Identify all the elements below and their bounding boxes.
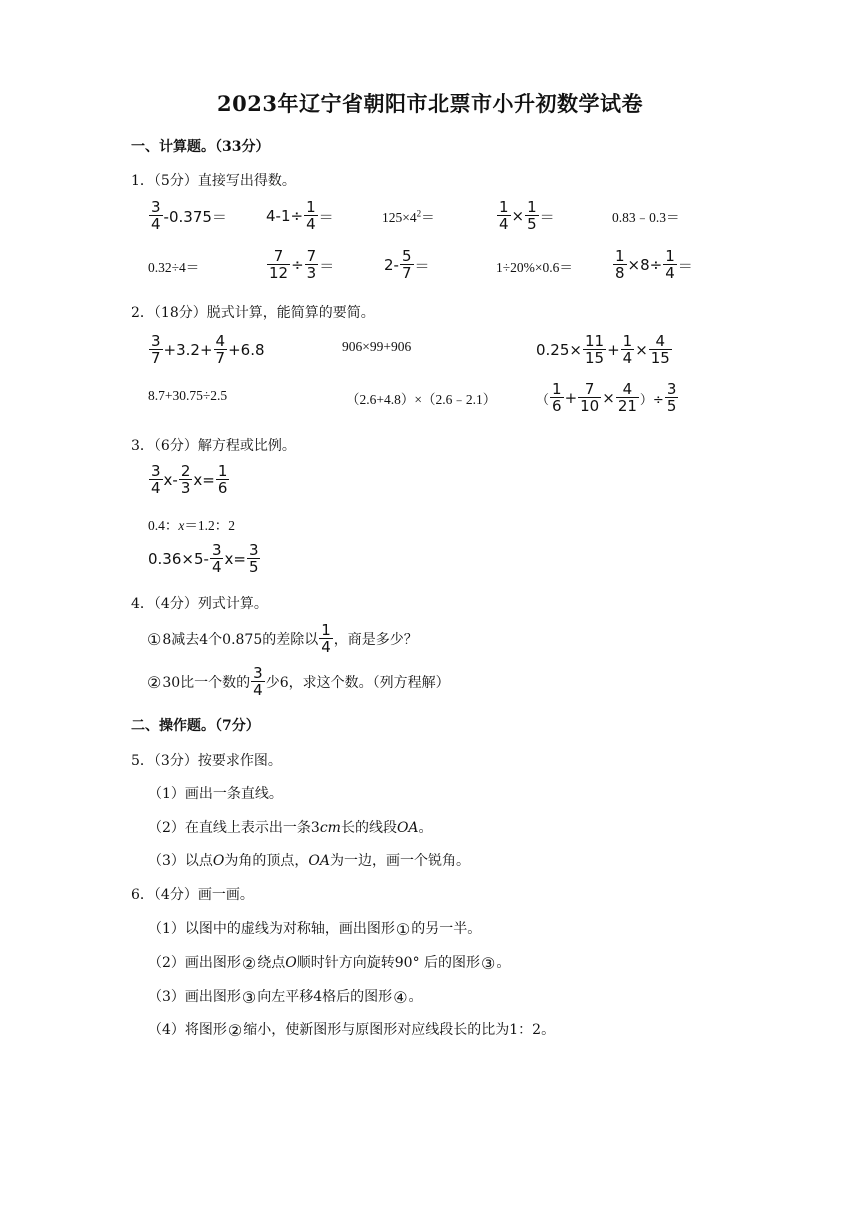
q2-item-5: （2.6+4.8）×（2.6﹣2.1） [346, 392, 497, 407]
q1-item-7 [266, 249, 334, 281]
expr-text: ＝ [414, 256, 430, 275]
question-6-heading: 6．（4分）画一画。 [131, 887, 254, 903]
denominator: 4 [253, 681, 263, 699]
denominator: 5 [248, 558, 259, 576]
denominator: 21 [617, 397, 637, 415]
numerator: 3 [253, 664, 263, 682]
numerator: 5 [401, 247, 412, 265]
numerator: 4 [215, 332, 226, 350]
expr-text: x= [224, 550, 246, 568]
expr-text: +6.8 [228, 341, 265, 359]
expr-text: 0.4： [148, 518, 179, 533]
numerator: 3 [151, 198, 161, 216]
line-text: （3）以点 [148, 853, 213, 869]
numerator: 1 [321, 621, 331, 639]
item-text: 8减去4个0.875的差除以 [162, 632, 319, 648]
numerator: 1 [527, 198, 537, 216]
denominator: 4 [665, 264, 675, 282]
denominator: 4 [211, 558, 222, 576]
line-text: （4）将图形 [148, 1022, 227, 1038]
expr-text: 2- [384, 256, 399, 274]
denominator: 4 [622, 349, 633, 367]
numerator: 1 [622, 332, 633, 350]
expr-text: ＝ [319, 256, 335, 275]
line-text: （2）在直线上表示出一条3 [148, 820, 320, 836]
expr-text: x= [193, 471, 215, 489]
q4-item-1 [146, 623, 418, 655]
section-heading-calculation: 一、计算题。（33分） [131, 139, 270, 155]
q1-item-6: 0.32÷4＝ [148, 260, 200, 275]
expr-text: 125×4 [382, 210, 417, 225]
denominator: 5 [666, 397, 677, 415]
circled-number: ② [227, 1020, 243, 1040]
denominator: 3 [180, 479, 191, 497]
circled-number: ③ [481, 953, 496, 973]
expr-text: ＝ [539, 207, 555, 226]
line-text: 。 [496, 955, 511, 971]
circled-number: ③ [241, 987, 257, 1007]
operator: + [607, 341, 620, 359]
segment-oa: OA [396, 820, 419, 836]
line-text: 向左平移4格后的图形 [257, 989, 393, 1005]
q1-item-1 [148, 200, 227, 232]
denominator: 12 [269, 264, 289, 282]
denominator: 3 [306, 264, 317, 282]
denominator: 7 [401, 264, 412, 282]
page-title: 2023年辽宁省朝阳市北票市小升初数学试卷 [217, 91, 643, 116]
denominator: 5 [527, 215, 537, 233]
bracket: （ [536, 392, 550, 408]
denominator: 15 [584, 349, 605, 367]
numerator: 1 [499, 198, 509, 216]
question-2-heading: 2．（18分）脱式计算，能简算的要简。 [131, 305, 375, 321]
line-text: （3）画出图形 [148, 989, 241, 1005]
operator: × [635, 341, 648, 359]
denominator: 4 [306, 215, 316, 233]
q2-item-4: 8.7+30.75÷2.5 [148, 388, 228, 403]
question-5-heading: 5．（3分）按要求作图。 [131, 753, 282, 769]
expr-text: ＝1.2：2 [184, 518, 235, 533]
numerator: 4 [622, 380, 633, 398]
q3-equation-2 [148, 514, 235, 534]
q1-item-2 [266, 200, 334, 232]
operator: × [511, 207, 525, 225]
q2-item-2: 906×99+906 [342, 339, 412, 354]
circled-number: ① [147, 629, 162, 649]
q6-line-3 [148, 986, 423, 1006]
expr-text: +3.2+ [163, 341, 213, 359]
numerator: 1 [217, 462, 228, 480]
expr-text: -0.375＝ [163, 207, 227, 226]
question-3-heading: 3．（6分）解方程或比例。 [131, 438, 296, 454]
circled-number: ④ [393, 987, 408, 1007]
line-text: 绕点 [257, 955, 286, 971]
point-o: O [285, 955, 297, 971]
item-text: ，商是多少？ [333, 632, 418, 648]
section-heading-operation: 二、操作题。（7分） [131, 718, 260, 734]
q6-line-1 [148, 918, 481, 938]
denominator: 10 [580, 397, 600, 415]
q1-item-8 [384, 249, 430, 281]
numerator: 7 [584, 380, 595, 398]
q1-item-4 [496, 200, 555, 232]
denominator: 6 [217, 479, 228, 497]
expr-text: ×8÷ [627, 256, 663, 274]
q1-item-3 [382, 206, 435, 226]
q3-equation-1 [148, 464, 230, 496]
numerator: 7 [306, 247, 317, 265]
circled-number: ① [395, 919, 411, 939]
operator: ÷ [291, 256, 304, 274]
expr-text: x- [163, 471, 178, 489]
segment-oa: OA [308, 853, 330, 869]
denominator: 4 [151, 215, 161, 233]
q2-item-3 [536, 334, 673, 366]
numerator: 3 [248, 541, 259, 559]
expr-text: 4-1÷ [266, 207, 304, 225]
numerator: 3 [211, 541, 222, 559]
circled-number: ② [147, 672, 162, 692]
numerator: 4 [655, 332, 666, 350]
denominator: 4 [321, 638, 331, 656]
denominator: 7 [151, 349, 161, 367]
circled-number: ② [241, 953, 257, 973]
numerator: 3 [151, 332, 161, 350]
q5-line-1: （1）画出一条直线。 [148, 786, 283, 802]
expr-text: 0.25× [536, 341, 582, 359]
operator: + [564, 389, 578, 407]
line-text: 的另一半。 [411, 921, 482, 937]
point-o: O [212, 853, 225, 869]
numerator: 1 [665, 247, 675, 265]
denominator: 15 [650, 349, 670, 367]
expr-text: ＝ [421, 210, 435, 225]
q5-line-2 [148, 817, 433, 837]
line-text: （2）画出图形 [148, 955, 241, 971]
numerator: 1 [552, 380, 562, 398]
denominator: 4 [499, 215, 509, 233]
variable-x: x [178, 518, 185, 533]
numerator: 7 [273, 247, 284, 265]
q6-line-4 [148, 1019, 555, 1039]
line-text: 缩小，使新图形与原图形对应线段长的比为1：2。 [243, 1022, 556, 1038]
q2-item-1 [148, 334, 265, 366]
q2-item-6 [536, 382, 679, 414]
q1-item-5: 0.83﹣0.3＝ [612, 210, 680, 225]
bracket: ）÷ [639, 392, 664, 408]
q5-line-3 [148, 850, 470, 870]
q1-item-10 [612, 249, 693, 281]
denominator: 8 [615, 264, 625, 282]
denominator: 4 [151, 479, 161, 497]
numerator: 1 [306, 198, 316, 216]
line-text: 为一边，画一个锐角。 [330, 853, 470, 869]
denominator: 7 [215, 349, 226, 367]
operator: × [602, 389, 615, 407]
line-text: 。 [418, 820, 433, 836]
item-text: 30比一个数的 [162, 675, 251, 691]
numerator: 3 [151, 462, 161, 480]
expr-text: 0.36×5- [148, 550, 209, 568]
line-text: （1）以图中的虚线为对称轴，画出图形 [148, 921, 395, 937]
numerator: 11 [584, 332, 605, 350]
q3-equation-3 [148, 543, 261, 575]
expr-text: ＝ [318, 207, 334, 226]
exponent: 2 [416, 208, 422, 219]
numerator: 1 [615, 247, 625, 265]
line-text: 顺时针方向旋转90° 后的图形 [296, 955, 481, 971]
line-text: 为角的顶点， [224, 853, 309, 869]
q1-item-9: 1÷20%×0.6＝ [496, 260, 573, 275]
line-text: 长的线段 [340, 820, 397, 836]
unit-cm: cm [319, 820, 341, 836]
q4-item-2 [146, 666, 450, 698]
numerator: 2 [180, 462, 191, 480]
question-1-heading: 1．（5分）直接写出得数。 [131, 173, 296, 189]
line-text: 。 [408, 989, 423, 1005]
q6-line-2 [148, 952, 510, 972]
numerator: 3 [666, 380, 677, 398]
item-text: 少6，求这个数。（列方程解） [265, 675, 450, 691]
expr-text: ＝ [677, 256, 693, 275]
question-4-heading: 4．（4分）列式计算。 [131, 596, 268, 612]
denominator: 6 [552, 397, 562, 415]
